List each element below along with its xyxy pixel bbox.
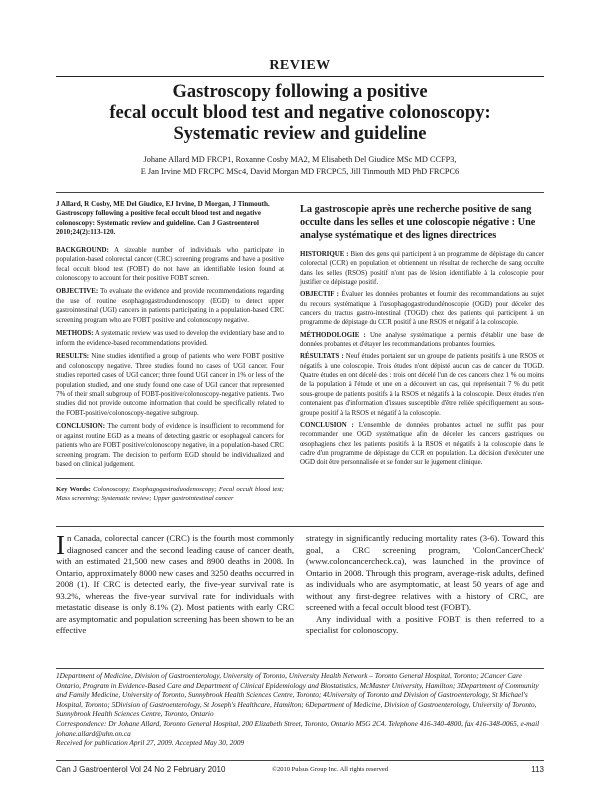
keywords-text: Colonoscopy; Esophagogastroduodenoscopy; Fecal occult blood test; Mass screening; Systematic review; Upper gastrointestinal cancer	[56, 485, 285, 502]
abstract-text: Nine studies identified a group of patients who were FOBT positive and colonoscopy negative. Three studies found no cases of UGI cancer. Four studies reported cases of UGI cancer; three found UGI cancer in 1% or less of the population studied, and one study found one case of UGI cancer that represented 7% of their small subgroup of FOBT-positive/colonoscopy-negative patients. Two studies did not provide outcome information that could be specifically related to the FOBT-positive/colonoscopy-negative subgroup.	[56, 353, 284, 417]
english-abstract	[56, 200, 284, 503]
abstract-text: Évaluer les données probantes et fournir des recommandations au sujet du recours systématique à l'œsophagogastroduodénoscopie (OGD) pour déceler des cancers du tractus gastro-intestinal (TOGD) chez des patients qui participent à un programme de dépistage du CCR positif à une RSOS et négatif à la coloscopie.	[300, 291, 544, 327]
title-line: Systematic review and guideline	[173, 124, 427, 144]
footer-rule	[56, 760, 544, 761]
resume-objectif	[300, 290, 544, 327]
section-heading: RÉSULTATS :	[300, 353, 344, 361]
french-title: La gastroscopie après une recherche positive de sang occulte dans les selles et une coloscopie négative : Une analyse systématique et des lignes directrices	[300, 204, 536, 241]
resume-historique	[300, 250, 544, 287]
body-column-left	[56, 530, 294, 637]
abstract-text: Une analyse systématique a permis d'établir une base de données probantes et d'étayer les recommandations probantes fournies.	[300, 331, 544, 349]
correspondence: Correspondence: Dr Johane Allard, Toronto General Hospital, 200 Elizabeth Street, Toronto, Ontario M5G 2C4. Telephone 416-340-4800, fax 416-348-0065, e-mail johane.allard@uhn.on.ca	[56, 718, 540, 738]
section-heading: RESULTS:	[56, 353, 90, 361]
body-paragraph: strategy in significantly reducing mortality rates (3-6). Toward this goal, a CRC screening program, 'ColonCancerCheck' (www.coloncancercheck.ca), was launched in the province of Ontario in 2008. Through this program, average-risk adults, defined as individuals who are asymptomatic, at least 50 years of age and without any first-degree relatives with a history of CRC, are screened with a fecal occult blood test (FOBT).	[306, 533, 544, 612]
section-heading: CONCLUSION :	[300, 421, 354, 429]
article-title	[70, 82, 530, 145]
abstract-objective	[56, 287, 284, 325]
section-heading: METHODS:	[56, 330, 94, 338]
body-column-right	[306, 533, 544, 637]
keywords	[56, 478, 284, 503]
section-heading: OBJECTIVE:	[56, 288, 99, 296]
author-list	[80, 154, 520, 178]
resume-resultats	[300, 352, 544, 417]
page-number: 113	[531, 765, 544, 774]
footnotes	[56, 671, 544, 748]
affiliations: 1Department of Medicine, Division of Gastroenterology, University of Toronto, University Health Network – Toronto General Hospital, Toronto; 2Cancer Care Ontario, Program in Evidence-Based Care and Department of Clinical Epidemiology and Biostatistics, McMaster University, Hamilton; 3Department of Community and Family Medicine, University of Toronto, Sunnybrook Health Sciences Centre, Toronto; 4University of Toronto and Division of Gastroenterology, St Michael's Hospital, Toronto; 5Division of Gastroenterology, St Joseph's Healthcare, Hamilton; 6Department of Medicine, Division of Gastroenterology, University of Toronto, Sunnybrook Health Sciences Centre, Toronto, Ontario	[56, 671, 539, 719]
section-heading: CONCLUSION:	[56, 423, 106, 431]
header-rule	[56, 76, 544, 77]
abstract-results	[56, 352, 284, 418]
section-heading: MÉTHODOLOGIE :	[300, 331, 366, 339]
footnote-rule	[56, 668, 544, 669]
abstract-methods	[56, 329, 284, 348]
body-rule	[56, 526, 544, 527]
received-date: Received for publication April 27, 2009. Accepted May 30, 2009	[56, 738, 245, 748]
abstract-conclusion	[56, 422, 284, 469]
author-line: Johane Allard MD FRCP1, Roxanne Cosby MA2, M Elisabeth Del Giudice MSc MD CCFP3,	[143, 155, 457, 164]
author-line: E Jan Irvine MD FRCPC MSc4, David Morgan MD FRCPC5, Jill Tinmouth MD PhD FRCPC6	[140, 167, 460, 176]
citation: J Allard, R Cosby, ME Del Giudice, EJ Irvine, D Morgan, J Tinmouth. Gastroscopy following a positive fecal occult blood test and negative colonoscopy: Systematic review and guideline. Can J Gastroenterol 2010;24(2):113-120.	[56, 200, 270, 237]
drop-cap: I	[56, 530, 65, 560]
section-heading: HISTORIQUE :	[300, 251, 349, 258]
section-heading: BACKGROUND:	[56, 246, 109, 254]
resume-methodologie	[300, 331, 544, 350]
keywords-label: Key Words:	[56, 485, 91, 493]
abstract-background	[56, 246, 284, 284]
abstract-text: Bien des gens qui participent à un programme de dépistage du cancer colorectal (CCR) en population et obtiennent un résultat de recherche de sang occulte dans les selles (RSOS) positif n'ont pas de lésion identifiable à la coloscopie pour justifier ce dépistage positif.	[300, 251, 544, 287]
abstract-text: Neuf études portaient sur un groupe de patients positifs à une RSOS et négatifs à une coloscopie. Trois études n'ont dépisté aucun cas de cancer du TOGD. Quatre études en ont décelé des : trois ont décelé l'un de ces cancers chez 1 % ou moins de la population à l'étude et une en a découvert un cas, qui représentait 7 % du petit sous-groupe de patients positifs à la RSOS et négatifs à la coloscopie. Deux études n'en contenaient pas d'information d'issues susceptible d'être reliée spécifiquement au sous-groupe positif à la RSOS et négatif à la coloscopie.	[300, 353, 544, 417]
author-rule	[56, 192, 544, 193]
copyright: ©2010 Pulsus Group Inc. All rights reserved	[272, 766, 388, 773]
abstract-text: A systematic review was used to develop the evidentiary base and to inform the evidence-based recommendations provided.	[56, 330, 284, 347]
abstract-text: L'ensemble de données probantes actuel ne suffit pas pour recommander une OGD systématique afin de déceler les cancers gastriques ou œsophagiens chez les patients positifs à la RSOS et négatifs à la coloscopie dans le cadre d'un programme de dépistage du CCR en population. La décision d'exécuter une OGD doit être personnalisée et se fonder sur le jugement clinique.	[300, 421, 544, 467]
body-text: n Canada, colorectal cancer (CRC) is the fourth most commonly diagnosed cancer and the second leading cause of cancer death, with an estimated 21,500 new cases and 8900 deaths in 2008. In Ontario, approximately 8000 new cases and 3250 deaths occurred in 2008 (1). If CRC is detected early, the five-year survival rate is 93.2%, whereas the five-year survival rate for individuals with metastatic disease is only 8.1% (2). Most patients with early CRC are asymptomatic and population screening has been shown to be an effective	[56, 533, 294, 635]
body-paragraph: Any individual with a positive FOBT is then referred to a specialist for colonoscopy.	[306, 613, 544, 635]
abstract-text: To evaluate the evidence and provide recommendations regarding the use of routine esophagogastroduodenoscopy (EGD) to detect upper gastrointestinal (UGI) cancers in patients participating in a population-based CRC screening program who are FOBT positive and colonoscopy negative.	[56, 288, 284, 324]
body-paragraph	[56, 530, 294, 637]
resume-conclusion	[300, 421, 544, 468]
title-line: fecal occult blood test and negative colonoscopy:	[109, 103, 491, 123]
abstract-text: The current body of evidence is insufficient to recommend for or against routine EGD as a means of detecting gastric or esophageal cancers for patients who are FOBT positive/colonoscopy negative, in a population-based CRC screening program. The decision to perform EGD should be individualized and based on clinical judgement.	[56, 423, 284, 469]
french-abstract	[300, 203, 544, 471]
journal-citation: Can J Gastroenterol Vol 24 No 2 February 2010	[56, 765, 226, 774]
section-heading: OBJECTIF :	[300, 291, 339, 299]
title-line: Gastroscopy following a positive	[172, 82, 428, 102]
abstract-text: A sizeable number of individuals who participate in population-based colorectal cancer (CRC) screening programs and have a positive fecal occult blood test (FOBT) do not have an identifiable lesion found at colonoscopy to account for their positive FOBT screen.	[56, 246, 285, 282]
section-label: REVIEW	[269, 58, 331, 73]
